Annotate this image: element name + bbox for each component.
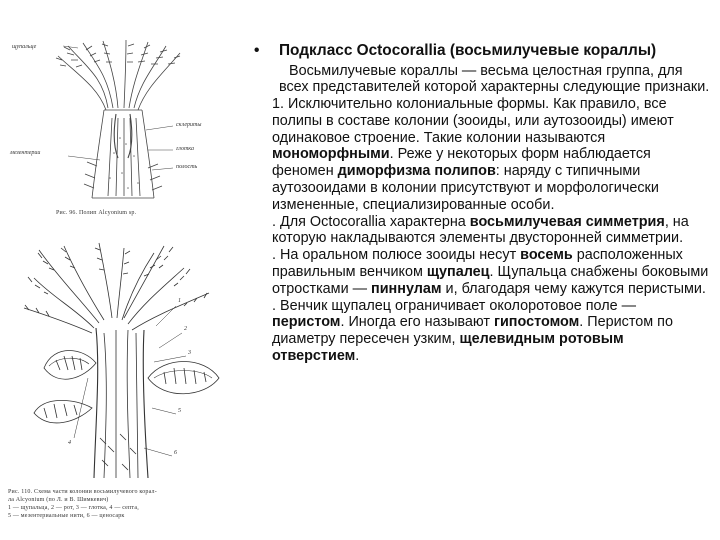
bullet-icon: • (254, 42, 260, 59)
label-number-1: 1 (178, 298, 181, 304)
label-number-5: 5 (178, 408, 181, 414)
colony-drawing (4, 238, 250, 483)
label-number-2: 2 (184, 326, 187, 332)
bottom-figure-caption: Рис. 110. Схема части колонии восьмилучевого корал- ла Alcyonium (по Л. и В. Шимкевич) 1 — щупальца, 2 — рот, 3 — глотка, 4 — септа, 5 — мезентериальные нити, 6 — ценосарк (8, 489, 157, 519)
intro-paragraph: Восьмилучевые кораллы — весьма целостная группа, для всех представителей которой характерны следующие признаки. (279, 62, 710, 96)
top-figure-caption: Рис. 96. Полип Alcyonium sp. (56, 210, 137, 216)
label-tentacle: щупальце (12, 44, 37, 50)
polyp-figure (8, 38, 243, 223)
label-sclerites: склериты (176, 122, 202, 128)
illustrations (0, 0, 250, 540)
label-cavity: полость (176, 164, 198, 170)
term-eight-ray-symmetry: восьмилучевая симметрия (469, 213, 665, 230)
term-slit-mouth: щелевидным ротовым отверстием (272, 331, 624, 365)
label-number-3: 3 (188, 350, 191, 356)
feature-3-paragraph: . На оральном полюсе зооиды несут восемь расположенных правильным венчиком щупалец. Щупальца снабжены боковыми отростками — пиннулам и, благодаря чему кажутся перистыми. (272, 247, 709, 297)
feature-2-paragraph: . Для Octocorallia характерна восьмилучевая симметрия, на которую накладываются элементы двусторонней симметрии. (272, 213, 689, 247)
term-dimorphism: диморфизма полипов (337, 163, 496, 180)
slide-title (252, 42, 710, 60)
term-eight: восемь (520, 247, 573, 264)
feature-1-paragraph: 1. Исключительно колониальные формы. Как правило, все полипы в составе колонии (зооиды, или аутозооиды) имеют одинаковое строение. Такие колонии называются мономорфными. Реже у некоторых форм наблюдается феномен диморфизма полипов: наряду с типичными аутозооидами в колонии присутствуют и морфологически измененные, специализированные особи. (272, 96, 674, 213)
term-peristome: перистом (272, 314, 341, 331)
term-monomorphic: мономорфными (272, 146, 390, 163)
polyp-drawing (8, 38, 243, 223)
label-pharynx: глотка (176, 146, 194, 152)
label-mesenteries: мезентерии (10, 150, 41, 156)
colony-figure (4, 238, 250, 538)
term-pinnules: пиннулам (371, 280, 442, 297)
term-hypostome: гипостомом (493, 314, 580, 331)
label-number-6: 6 (174, 450, 177, 456)
term-tentacles: щупалец (426, 264, 490, 281)
title-text: Подкласс Octocorallia (восьмилучевые кораллы) (279, 42, 657, 59)
feature-4-paragraph: . Венчик щупалец ограничивает околоротовое поле — перистом. Иногда его называют гипостомом. Перистом по диаметру пересечен узким, щелевидным ротовым отверстием. (272, 297, 673, 365)
slide-text (252, 42, 710, 365)
label-number-4: 4 (68, 440, 71, 446)
